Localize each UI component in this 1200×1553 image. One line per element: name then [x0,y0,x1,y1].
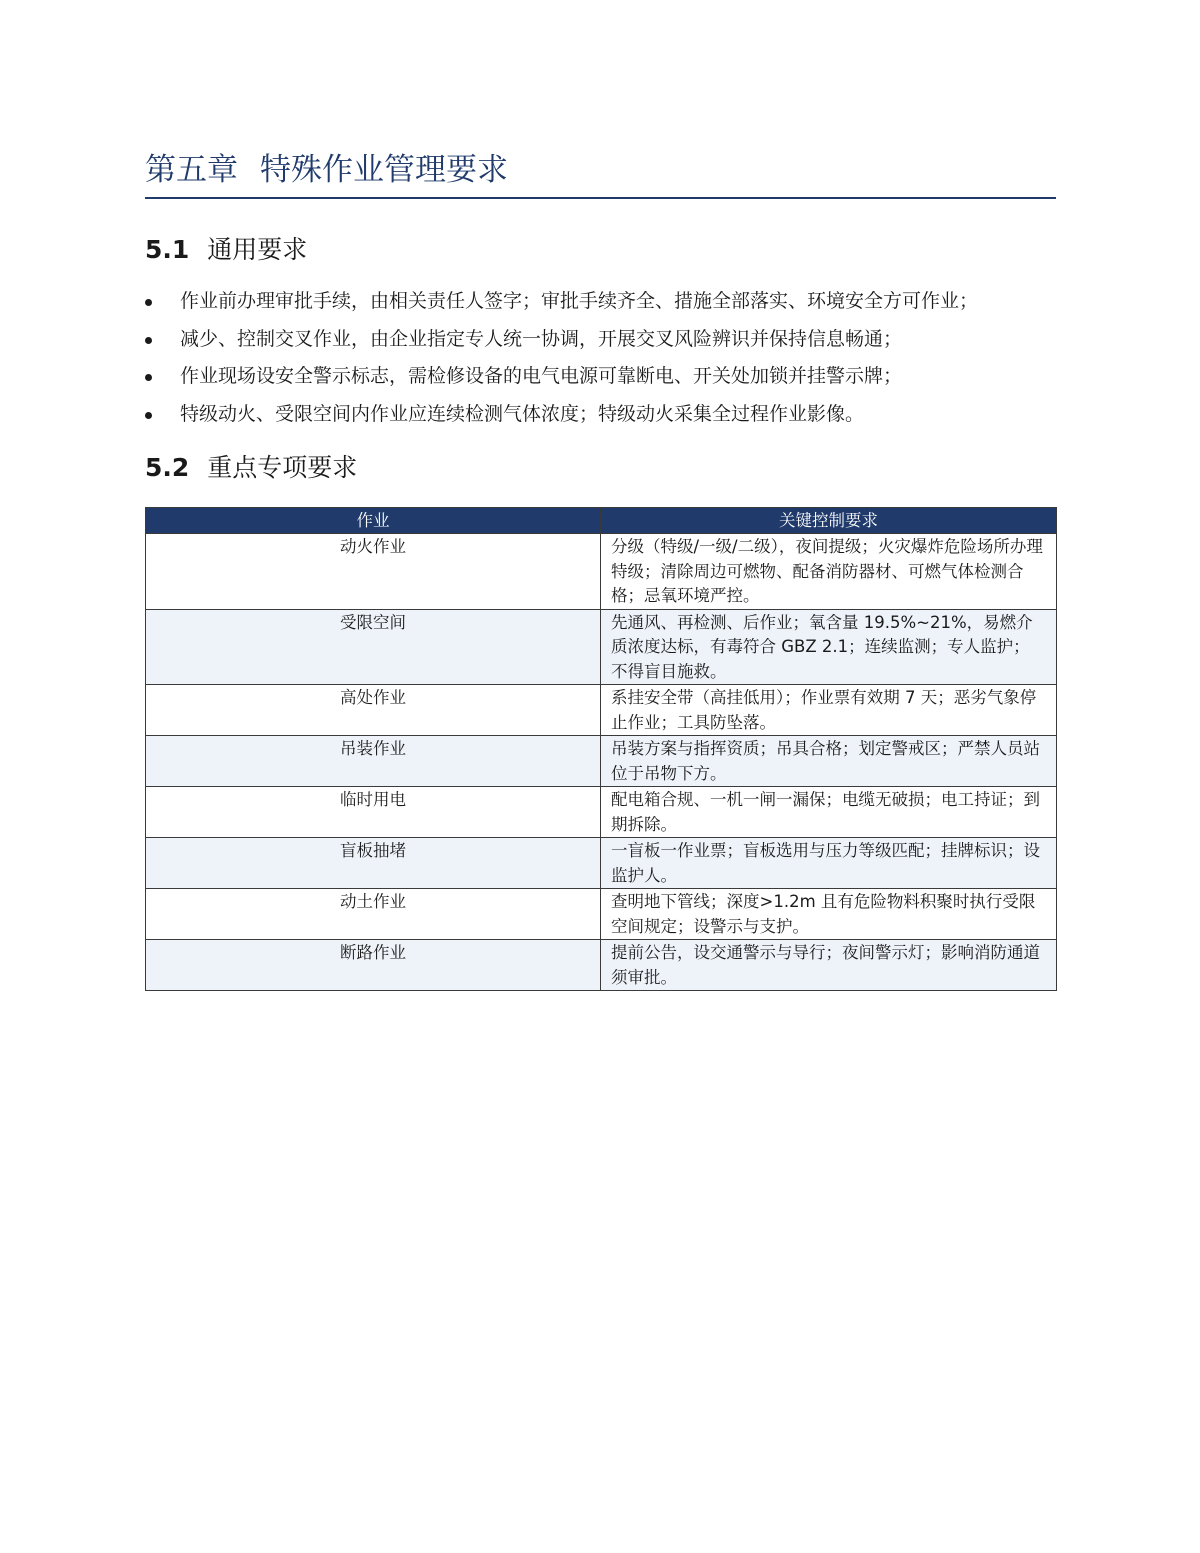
table-row [146,889,1057,940]
table-row [146,736,1057,787]
table-row [146,609,1057,685]
section-heading-5-1 [145,234,307,266]
section-number: 5.1 [145,235,190,264]
bullet-icon [145,412,152,419]
requirement-cell: 配电箱合规、一机一闸一漏保；电缆无破损；电工持证；到期拆除。 [601,787,1057,838]
bullet-icon [145,337,152,344]
requirement-cell: 吊装方案与指挥资质；吊具合格；划定警戒区；严禁人员站位于吊物下方。 [601,736,1057,787]
section-number: 5.2 [145,453,190,482]
list-item-text: 特级动火、受限空间内作业应连续检测气体浓度；特级动火采集全过程作业影像。 [180,402,865,425]
work-type-cell: 断路作业 [146,940,601,991]
list-item [145,396,1056,434]
requirement-cell: 先通风、再检测、后作业；氧含量 19.5%~21%，易燃介质浓度达标，有毒符合 GBZ 2.1；连续监测；专人监护；不得盲目施救。 [601,609,1057,685]
table-row [146,685,1057,736]
chapter-title [145,150,1056,190]
header-work: 作业 [146,508,601,534]
work-type-cell: 受限空间 [146,609,601,685]
bullet-icon [145,374,152,381]
header-requirements: 关键控制要求 [601,508,1057,534]
requirement-cell: 查明地下管线；深度>1.2m 且有危险物料积聚时执行受限空间规定；设警示与支护。 [601,889,1057,940]
requirement-cell: 一盲板一作业票；盲板选用与压力等级匹配；挂牌标识；设监护人。 [601,838,1057,889]
list-item-text: 作业前办理审批手续，由相关责任人签字；审批手续齐全、措施全部落实、环境安全方可作业； [180,290,979,312]
work-type-cell: 吊装作业 [146,736,601,787]
general-requirements-list [145,283,1056,433]
requirement-cell: 提前公告，设交通警示与导行；夜间警示灯；影响消防通道须审批。 [601,940,1057,991]
list-item [145,321,1056,359]
work-type-cell: 动土作业 [146,889,601,940]
list-item-text: 减少、控制交叉作业，由企业指定专人统一协调，开展交叉风险辨识并保持信息畅通； [180,327,903,350]
work-type-cell: 盲板抽堵 [146,838,601,889]
table-row [146,838,1057,889]
work-type-cell: 高处作业 [146,685,601,736]
work-type-cell: 临时用电 [146,787,601,838]
list-item [145,358,1056,396]
requirement-cell: 系挂安全带（高挂低用）；作业票有效期 7 天；恶劣气象停止作业；工具防坠落。 [601,685,1057,736]
chapter-title-text: 特殊作业管理要求 [260,152,508,188]
work-type-cell: 动火作业 [146,534,601,610]
requirement-cell: 分级（特级/一级/二级），夜间提级；火灾爆炸危险场所办理特级；清除周边可燃物、配备消防器材、可燃气体检测合格；忌氧环境严控。 [601,534,1057,610]
list-item-text: 作业现场设安全警示标志，需检修设备的电气电源可靠断电、开关处加锁并挂警示牌； [180,365,903,387]
section-heading-5-2 [145,452,357,484]
table-header-row [146,508,1057,534]
section-title: 重点专项要求 [207,453,358,482]
section-title: 通用要求 [207,235,308,264]
special-work-requirements-table [145,507,1057,991]
chapter-divider [145,197,1056,199]
chapter-number: 第五章 [145,152,238,188]
table-row [146,534,1057,610]
table-row [146,787,1057,838]
bullet-icon [145,299,152,306]
list-item [145,283,1056,321]
table-row [146,940,1057,991]
